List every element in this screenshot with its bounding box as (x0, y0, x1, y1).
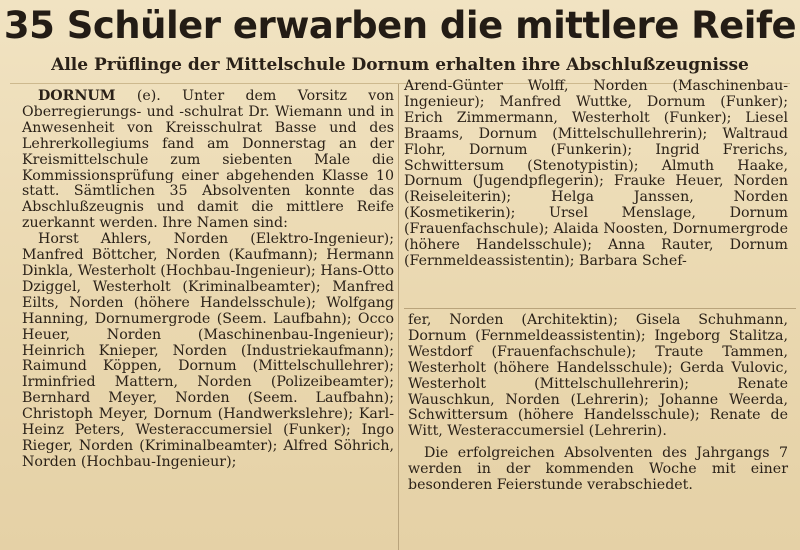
names-paragraph-2: Arend-Günter Wolff, Norden (Maschinenbau-Ingenieur); Manfred Wuttke, Dornum (Funker); Erich Zimmermann, Westerholt (Funker); Liesel Braams, Dornum (Mittelschullehrerin); Waltraud Flohr, Dornum (Funkerin); Ingrid Frerichs, Schwittersum (Stenotypistin); Almuth Haake, Dornum (Jugendpflegerin); Frauke Heuer, Norden (Reiseleiterin); Helga Janssen, Norden (Kosmetikerin); Ursel Menslage, Dornum (Frauenfachschule); Alaida Noosten, Dornumergrode (höhere Handelsschule); Anna Rauter, Dornum (Fernmeldeassistentin); Barbara Schef- (404, 78, 788, 269)
column-rule (398, 84, 399, 550)
headline: 35 Schüler erwarben die mittlere Reife (3, 4, 797, 47)
closing-paragraph: Die erfolgreichen Absolventen des Jahrgangs 7 werden in der kommenden Woche mit einer besonderen Feierstunde verabschiedet. (408, 445, 788, 494)
names-paragraph-3: fer, Norden (Architektin); Gisela Schuhmann, Dornum (Fernmeldeassistentin); Ingeborg Stalitza, Westdorf (Frauenfachschule); Traute Tammen, Westerholt (höhere Handelsschule); Gerda Vulovic, Westerholt (Mittelschullehrerin); Renate Wauschkun, Norden (Lehrerin); Johanne Weerda, Schwittersum (höhere Handelsschule); Renate de Witt, Westeraccumersiel (Lehrerin). (408, 312, 788, 440)
names-paragraph-1: Horst Ahlers, Norden (Elektro-Ingenieur); Manfred Böttcher, Norden (Kaufmann); Hermann Dinkla, Westerholt (Hochbau-Ingenieur); Hans-Otto Dziggel, Westerholt (Kriminalbeamter); Manfred Eilts, Norden (höhere Handelsschule); Wolfgang Hanning, Dornumergrode (Seem. Laufbahn); Occo Heuer, Norden (Maschinenbau-Ingenieur); Heinrich Knieper, Norden (Industriekaufmann); Raimund Köppen, Dornum (Mittelschullehrer); Irminfried Mattern, Norden (Polizeibeamter); Bernhard Meyer, Norden (Seem. Laufbahn); Christoph Meyer, Dornum (Handwerkslehre); Karl-Heinz Peters, Westeraccumersiel (Funker); Ingo Rieger, Norden (Kriminalbeamter); Alfred Söhrich, Norden (Hochbau-Ingenieur); (22, 231, 394, 470)
intro-text: (e). Unter dem Vorsitz von Oberregierungs- und -schulrat Dr. Wiemann und in Anwesenheit von Kreisschulrat Basse und des Lehrerkollegiums fand am Donnerstag an der Kreismittelschule zum siebenten Male die Kommissionsprüfung einer abgehenden Klasse 10 statt. Sämtlichen 35 Absolventen konnte das Abschlußzeugnis und damit die mittlere Reife zuerkannt werden. Ihre Namen sind: (22, 88, 394, 232)
subheadline: Alle Prüflinge der Mittelschule Dornum erhalten ihre Abschlußzeugnisse (51, 55, 749, 75)
column-right-bottom (408, 313, 788, 494)
column-right-top (404, 79, 788, 270)
intro-paragraph (22, 89, 394, 232)
column-left (22, 89, 394, 471)
dateline-place: DORNUM (38, 88, 116, 104)
column-break-rule (404, 308, 796, 309)
